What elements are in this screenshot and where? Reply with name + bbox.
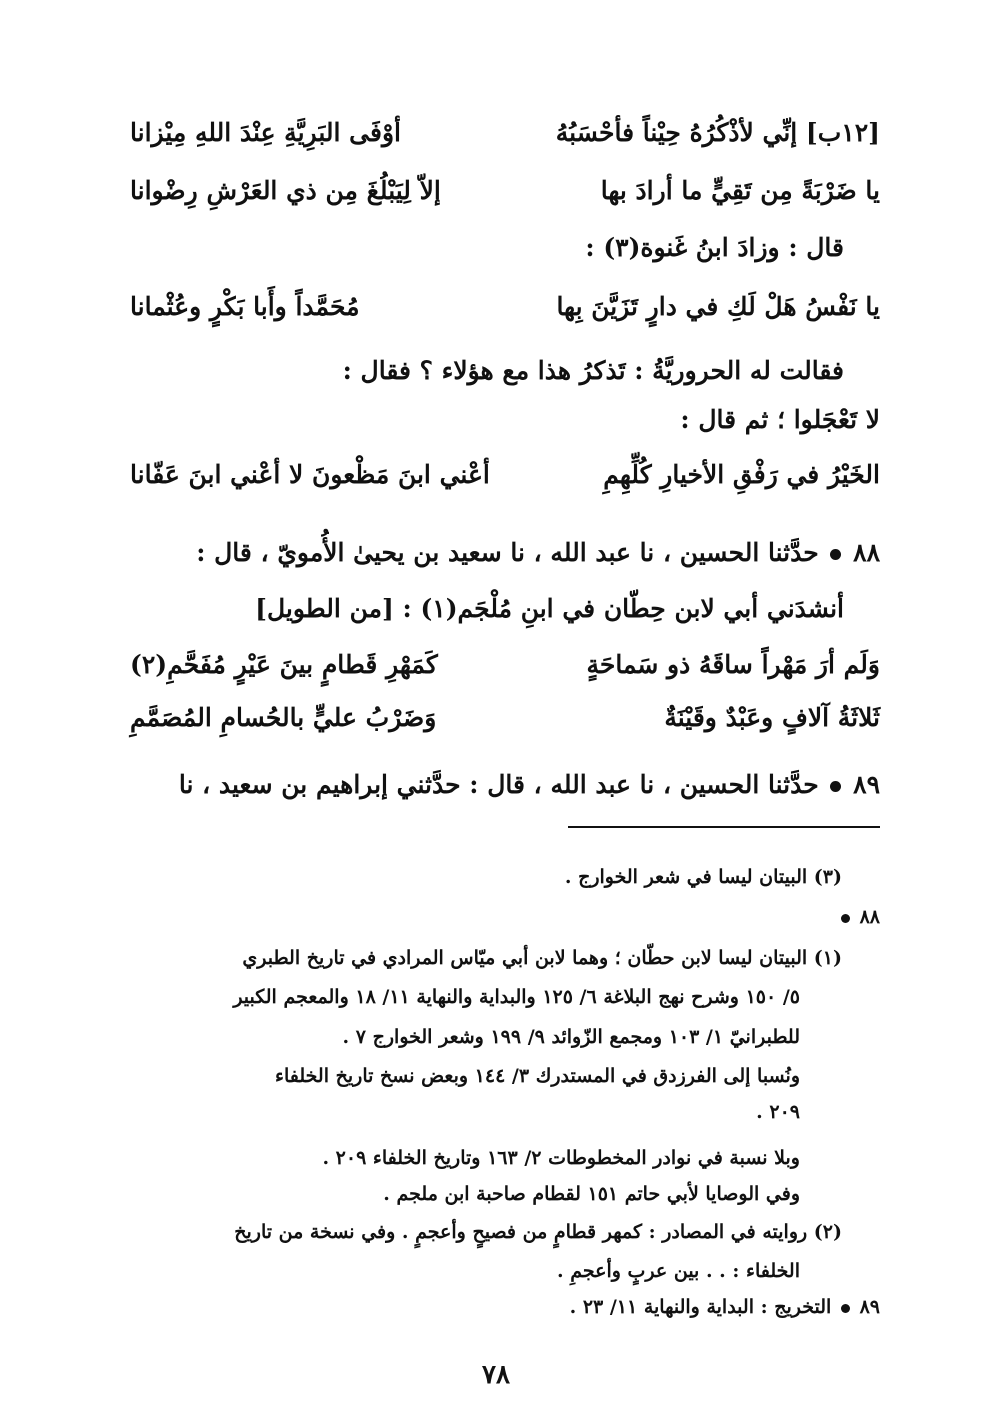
bullet-dot-icon	[841, 914, 850, 923]
prose-line: لا تَعْجَلوا ؛ ثم قال :	[680, 405, 880, 434]
hadith-text: حدَّثنا الحسين ، نا عبد الله ، قال : حدَّثني إبراهيم بن سعيد ، نا	[178, 770, 819, 799]
bullet-dot-icon	[830, 549, 841, 560]
takhrij-text: التخريج : البداية والنهاية ١١/ ٢٣ .	[569, 1296, 832, 1318]
verse-line	[130, 292, 880, 321]
hadith-number: ٨٩	[853, 770, 880, 799]
prose-line: فقالت له الحروريَّةُ : تَذكرُ هذا مع هؤلاء ؟ فقال :	[342, 356, 844, 385]
verse-second-hemistich: إلاّ لِيَبْلُغَ مِن ذي العَرْشِ رِضْوانا	[130, 176, 441, 205]
verse-second-hemistich: أعْني ابنَ مَظْعونَ لا أعْني ابنَ عَفّانا	[130, 460, 490, 489]
page-number: ٧٨	[482, 1360, 510, 1390]
verse-first-hemistich: الخَيْرُ في رَفْقِ الأخيارِ كُلِّهِمِ	[603, 460, 880, 489]
footnote-3: (٣) البيتان ليسا في شعر الخوارج .	[564, 866, 842, 888]
footnote-line: الخلفاء : . . بين عربٍ وأعجمِ .	[556, 1260, 800, 1282]
verse-first-hemistich: وَلَم أرَ مَهْراً ساقَهُ ذو سَماحَةٍ	[586, 650, 880, 679]
verse-line	[130, 650, 880, 679]
narration-line: قال : وزادَ ابنُ غَنوة(٣) :	[585, 233, 844, 262]
footnote-89	[130, 1296, 880, 1318]
footnote-line: ٥/ ١٥٠ وشرح نهج البلاغة ٦/ ١٢٥ والبداية والنهاية ١١/ ١٨ والمعجم الكبير	[233, 986, 800, 1008]
footnote-line: وفي الوصايا لأبي حاتم ١٥١ لقطام صاحبة ابن ملجم .	[383, 1183, 800, 1205]
verse-first-hemistich: [١٢ب] إنِّي لأذْكُرُهُ حِيْناً فأحْسَبُهُ	[555, 118, 880, 147]
narration-line: أنشدَني أبي لابن حِطّان في ابنِ مُلْجَم(١) : [من الطويل]	[255, 594, 844, 623]
bullet-dot-icon	[830, 781, 841, 792]
footnote-line: (٢) روايته في المصادر : كمهر قطامٍ من فصيحٍ وأعجمٍ . وفي نسخة من تاريخ	[234, 1221, 842, 1243]
verse-line	[130, 703, 880, 732]
verse-first-hemistich: ثَلاثَةُ آلافٍ وعَبْدٌ وقَيْنَةٌ	[664, 703, 880, 732]
bullet-dot-icon	[841, 1304, 850, 1313]
footnote-marker-88	[130, 906, 880, 928]
verse-first-hemistich: يا نَفْسُ هَلْ لَكِ في دارٍ تَزَيَّنَ بِها	[556, 292, 880, 321]
verse-second-hemistich: أوْفَى البَرِيَّةِ عِنْدَ اللهِ مِيْزانا	[130, 118, 401, 147]
hadith-number: ٨٨	[853, 538, 880, 567]
verse-second-hemistich: وَضَرْبُ عليٍّ بالحُسامِ المُصَمَّمِ	[130, 703, 437, 732]
footnote-separator	[568, 826, 880, 828]
verse-first-hemistich: يا ضَرْبَةً مِن تَقِيٍّ ما أرادَ بها	[600, 176, 880, 205]
verse-second-hemistich: مُحَمَّداً وأَبا بَكْرٍ وعُثْمانا	[130, 292, 360, 321]
footnote-line: للطبرانيّ ١/ ١٠٣ ومجمع الزّوائد ٩/ ١٩٩ وشعر الخوارج ٧ .	[342, 1026, 800, 1048]
hadith-88	[130, 538, 880, 567]
footnote-line: ونُسبا إلى الفرزدق في المستدرك ٣/ ١٤٤ وبعض نسخ تاريخ الخلفاء	[275, 1065, 800, 1087]
marker-number: ٨٩	[859, 1296, 880, 1318]
verse-line	[130, 460, 880, 489]
verse-line	[130, 176, 880, 205]
footnote-line: ٢٠٩ .	[756, 1101, 800, 1123]
footnote-line: وبلا نسبة في نوادر المخطوطات ٢/ ١٦٣ وتاريخ الخلفاء ٢٠٩ .	[322, 1147, 800, 1169]
hadith-text: حدَّثنا الحسين ، نا عبد الله ، نا سعيد بن يحيىٰ الأُمويّ ، قال :	[196, 538, 819, 567]
hadith-89	[130, 770, 880, 799]
marker-number: ٨٨	[859, 906, 880, 928]
verse-line	[130, 118, 880, 147]
footnote-line: (١) البيتان ليسا لابن حطّان ؛ وهما لابن أبي ميّاس المرادي في تاريخ الطبري	[242, 947, 842, 969]
verse-second-hemistich: كَمَهْرِ قَطامٍ بينَ عَيْرٍ مُفَحَّمِ(٢)	[130, 650, 438, 679]
